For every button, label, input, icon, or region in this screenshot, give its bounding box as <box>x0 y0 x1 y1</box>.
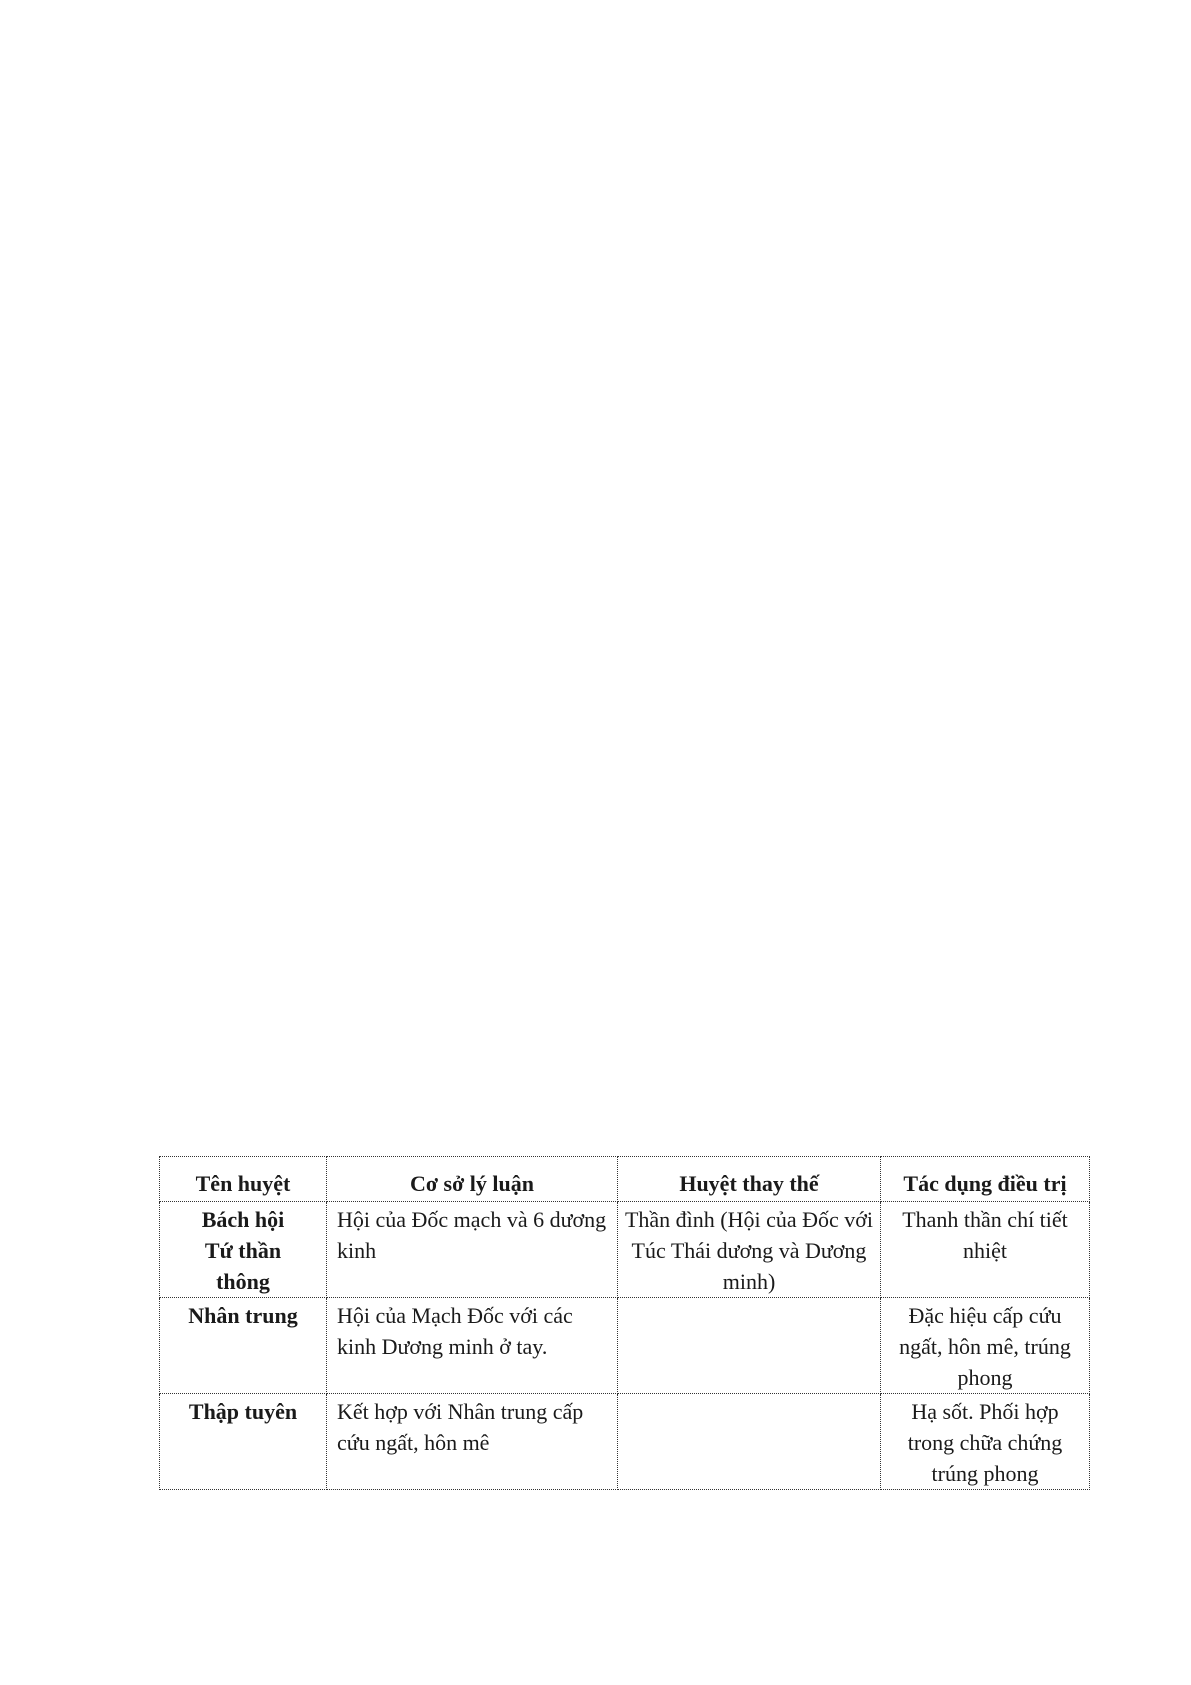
treatment-effect-cell: Đặc hiệu cấp cứu ngất, hôn mê, trúng phong <box>881 1298 1090 1394</box>
alternative-acupoint-cell: Thần đình (Hội của Đốc với Túc Thái dương và Dương minh) <box>618 1202 881 1298</box>
table-row <box>160 1202 1090 1298</box>
acupoint-name-line: thông <box>216 1269 270 1294</box>
table-row <box>160 1298 1090 1394</box>
acupoint-name-line: Thập tuyên <box>188 1399 298 1424</box>
theoretical-basis-cell: Hội của Mạch Đốc với các kinh Dương minh ở tay. <box>327 1298 618 1394</box>
acupoint-name-line: Bách hội <box>201 1207 285 1232</box>
acupoint-name-cell <box>160 1298 327 1394</box>
acupoint-name-line: Tứ thần <box>204 1238 282 1263</box>
header-acupoint-name: Tên huyệt <box>160 1157 327 1202</box>
table-row <box>160 1394 1090 1490</box>
acupoint-name-line: Nhân trung <box>188 1303 298 1328</box>
table-header-row <box>160 1157 1090 1202</box>
header-treatment-effect: Tác dụng điều trị <box>881 1157 1090 1202</box>
acupoint-name-cell <box>160 1394 327 1490</box>
alternative-acupoint-cell <box>618 1394 881 1490</box>
theoretical-basis-cell: Hội của Đốc mạch và 6 dương kinh <box>327 1202 618 1298</box>
theoretical-basis-cell: Kết hợp với Nhân trung cấp cứu ngất, hôn mê <box>327 1394 618 1490</box>
alternative-acupoint-cell <box>618 1298 881 1394</box>
treatment-effect-cell: Thanh thần chí tiết nhiệt <box>881 1202 1090 1298</box>
treatment-effect-cell: Hạ sốt. Phối hợp trong chữa chứng trúng phong <box>881 1394 1090 1490</box>
header-theoretical-basis: Cơ sở lý luận <box>327 1157 618 1202</box>
header-alternative-acupoint: Huyệt thay thế <box>618 1157 881 1202</box>
acupoint-name-cell <box>160 1202 327 1298</box>
acupoint-table <box>159 1156 1090 1490</box>
